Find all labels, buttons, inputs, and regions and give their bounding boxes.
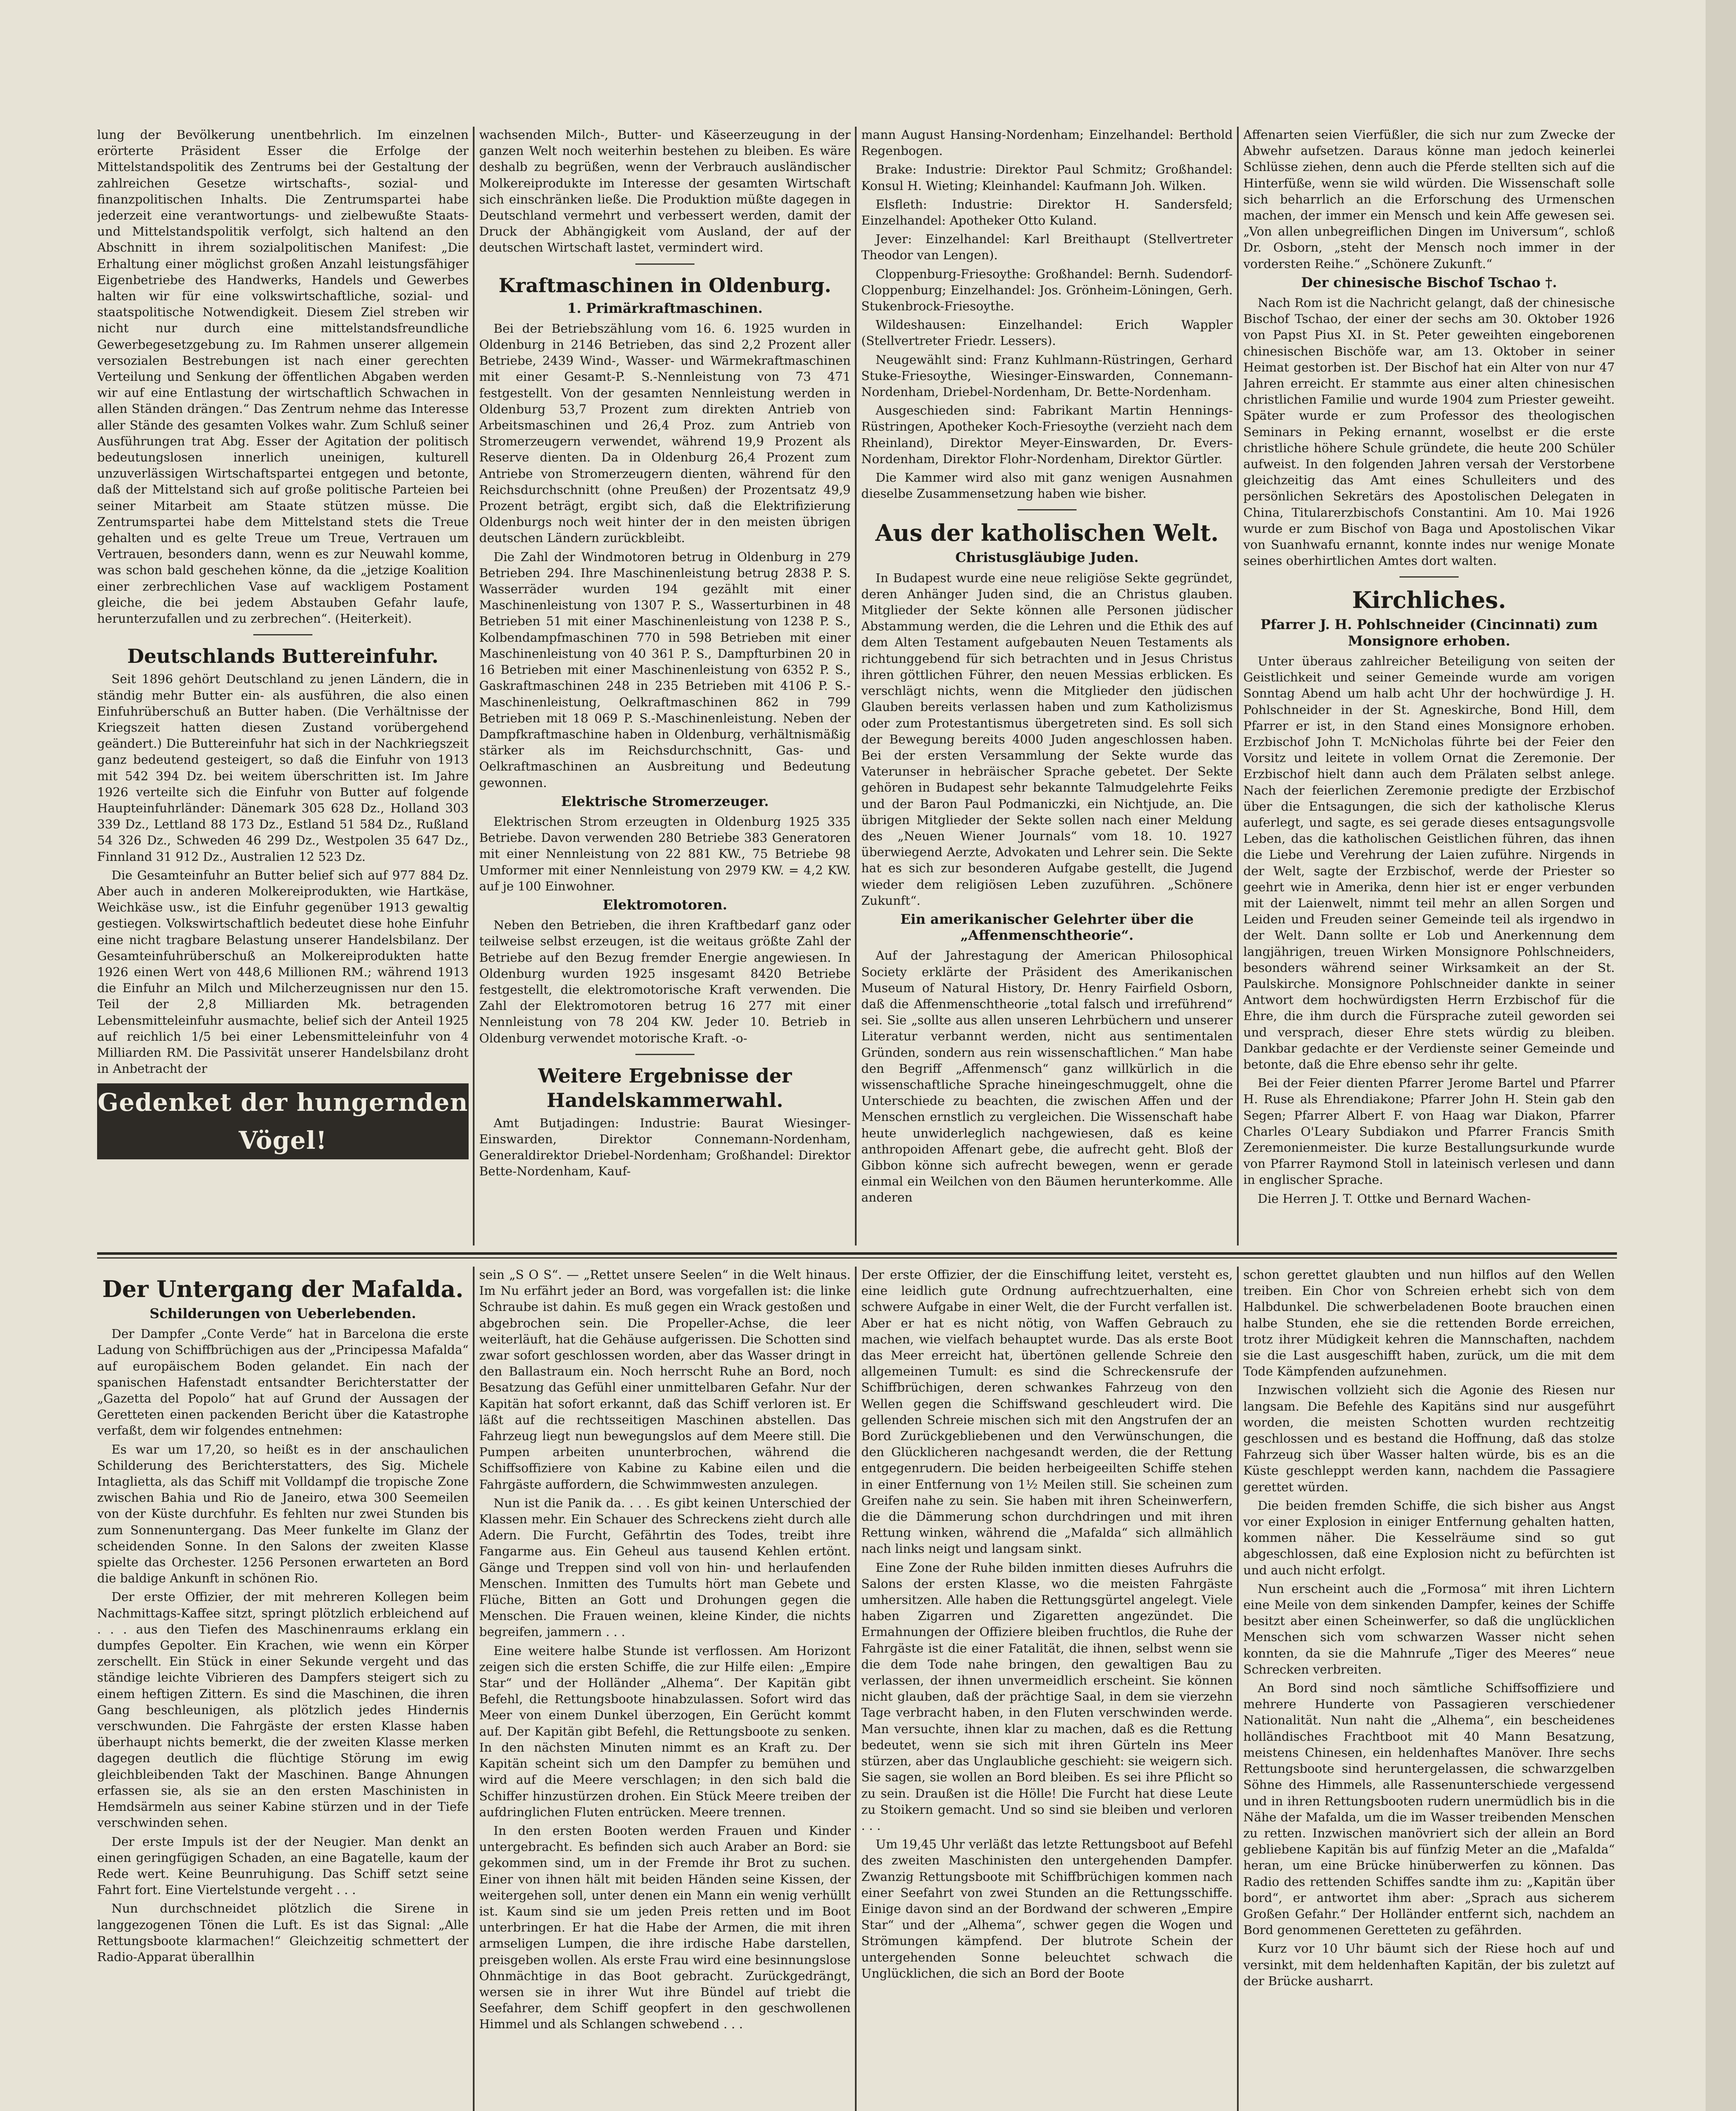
article-text: In Budapest wurde eine neue religiöse Sekte gegründet, deren Anhänger Juden sind, die an Christus glauben. Mitglieder der Sekte können alle Personen jüdischer Abstammung werden, die die Lehren und die Ethik des auf dem Alten Testament aufgebauten Neuen Testaments als richtunggebend für sich betrachten und in Jesus Christus ihren göttlichen Führer, den neuen Messias erblicken. Es verschlägt nichts, wenn die Mitglieder den jüdischen Glauben bereits verlassen haben und zum Katholizismus oder zum Protestantismus übergetreten sind. Es soll sich der Bewegung bereits 4000 Juden angeschlossen haben. Bei der ersten Versammlung der Sekte wurde das Vaterunser in hebräischer Sprache gebetet. Der Sekte gehören in Budapest sehr bekannte Talmudgelehrte Feiks und der Baron Paul Podmaniczki, ein Nichtjude, an. Die übrigen Mitglieder der Sekte sollen nach einer Meldung des „Neuen Wiener Journals“ vom 18. 10. 1927 überwiegend Aerzte, Advokaten und Lehrer sein. Die Sekte hat es sich zur besonderen Aufgabe gestellt, die Jugend wieder dem religiösen Leben zuzuführen. „Schönere Zukunft“. <box>861 570 1233 908</box>
bottom-column-4 <box>1243 1267 1615 2111</box>
section-rule <box>97 1252 1617 1255</box>
headline-katholische-welt: Aus der katholischen Welt. <box>875 519 1219 547</box>
subheadline: 1. Primärkraftmaschinen. <box>567 300 763 316</box>
article-text: schon gerettet glaubten und nun hilflos auf den Wellen treiben. Ein Chor von Schreien erhebt sich von dem Halbdunkel. Die schwerbeladenen Boote brauchen einen halbe Stunden, ehe sie die rettenden Borde erreichen, trotz ihrer Müdigkeit kehren die Mannschaften, nachdem sie die Last ausgeschifft haben, zurück, um die mit dem Tode Kämpfenden aufzunehmen. <box>1243 1267 1615 1379</box>
article-text: Wildeshausen: Einzelhandel: Erich Wappler (Stellvertreter Friedr. Lessers). <box>861 317 1233 348</box>
column-rule <box>855 1267 857 2111</box>
top-column-2 <box>479 127 851 1245</box>
top-column-3 <box>861 127 1233 1245</box>
article-text: Neben den Betrieben, die ihren Kraftbedarf ganz oder teilweise selbst erzeugen, ist die weitaus größte Zahl der Betriebe auf den Bezug fremder Energie angewiesen. In Oldenburg wurden 1925 insgesamt 8420 Betriebe festgestellt, die elektromotorische Kraft verwenden. Die Zahl der Elektromotoren betrug 16 277 mit einer Nennleistung von 78 204 KW. Jeder 10. Betrieb in Oldenburg verwendet motorische Kraft. -o- <box>479 918 851 1045</box>
article-text: Es war um 17,20, so heißt es in der anschaulichen Schilderung des Berichterstatters, des Sig. Michele Intaglietta, als das Schiff mit Volldampf die tropische Zone zwischen Bahia und Rio de Janeiro, etwa 300 Seemeilen von der Küste durchfuhr. Es fehlten nur zwei Stunden bis zum Sonnenuntergang. Das Meer funkelte im Glanz der scheidenden Sonne. In den Salons der zweiten Klasse spielte das Orchester. 1256 Personen erwarteten an Bord die baldige Ankunft in schönen Rio. <box>97 1442 469 1586</box>
article-text: Die Gesamteinfuhr an Butter belief sich auf 977 884 Dz. Aber auch in anderen Molkereiprodukten, wie Hartkäse, Weichkäse usw., ist die Einfuhr gegenüber 1913 gewaltig gestiegen. Volkswirtschaftlich bedeutet diese hohe Einfuhr eine nicht tragbare Belastung unserer Handelsbilanz. Der Gesamteinfuhrüberschuß an Molkereiprodukten hatte 1926 einen Wert von 448,6 Millionen RM.; während 1913 die Einfuhr an Milch und Milcherzeugnissen nur den 15. Teil der 2,8 Milliarden Mk. betragenden Lebensmitteleinfuhr ausmachte, belief sich der Anteil 1925 auf reichlich 1/5 bei einer Lebensmitteleinfuhr von 4 Milliarden RM. Die Passivität unserer Handelsbilanz droht in Anbetracht der <box>97 868 469 1076</box>
divider <box>253 634 312 635</box>
article-text: Jever: Einzelhandel: Karl Breithaupt (Stellvertreter Theodor van Lengen). <box>861 232 1233 263</box>
article-text: Inzwischen vollzieht sich die Agonie des Riesen nur langsam. Die Befehle des Kapitäns sind nur ausgeführt worden, die meisten Schotten wurden rechtzeitig geschlossen und es bestand die Hoffnung, daß das stolze Fahrzeug sich über Wasser halten würde, bis es an die Küste geschleppt werden kann, nachdem die Passagiere gerettet würden. <box>1243 1383 1615 1494</box>
headline-buttereinfuhr: Deutschlands Buttereinfuhr. <box>127 645 439 668</box>
article-text: Der Dampfer „Conte Verde“ hat in Barcelona die erste Ladung von Schiffbrüchigen aus der „Principessa Mafalda“ auf europäischem Boden gelandet. Ein nach der spanischen Hafenstadt entsandter Berichterstatter der „Gazetta del Popolo“ hat auf Grund der Aussagen der Geretteten einen packenden Bericht über die Katastrophe verfaßt, dem wir folgendes entnehmen: <box>97 1327 469 1438</box>
article-text: Elsfleth: Industrie: Direktor H. Sandersfeld; Einzelhandel: Apotheker Otto Kuland. <box>861 197 1233 228</box>
article-text: Bei der Feier dienten Pfarrer Jerome Bartel und Pfarrer H. Ruse als Ehrendiakone; Pfarrer John H. Stein gab den Segen; Pfarrer Albert F. von Haag war Diakon, Pfarrer Charles O'Leary Subdiakon und Pfarrer Francis Smith Zeremonienmeister. Die kurze Bestallungsurkunde wurde von Pfarrer Raymond Stoll in lateinisch verlesen und dann in englischer Sprache. <box>1243 1076 1615 1187</box>
headline-kirchliches: Kirchliches. <box>1352 586 1506 614</box>
article-text: Affenarten seien Vierfüßler, die sich nur zum Zwecke der Abwehr aufsetzen. Daraus könne man jedoch keinerlei Schlüsse ziehen, denn auch die Pferde stellten sich auf die Hinterfüße, wenn sie wild würden. Die Wissenschaft solle sich beharrlich an die Erforschung des Urmenschen machen, der immer ein Mensch und kein Affe gewesen sei. „Von allen unbegreiflichen Dingen im Universum“, schloß Dr. Osborn, „steht der Mensch noch immer in der vordersten Reihe.“ „Schönere Zukunft.“ <box>1243 128 1615 271</box>
article-text: Ausgeschieden sind: Fabrikant Martin Hennings-Rüstringen, Apotheker Koch-Friesoythe (verzieht nach dem Rheinland), Direktor Meyer-Einswarden, Dr. Evers-Nordenham, Direktor Flohr-Nordenham, Direktor Gürtler. <box>861 403 1233 466</box>
article-text: Eine Zone der Ruhe bilden inmitten dieses Aufruhrs die Salons der ersten Klasse, wo die meisten Fahrgäste umhersitzen. Alle haben die Rettungsgürtel angelegt. Viele haben Zigarren und Zigaretten angezündet. Die Ermahnungen der Offiziere bleiben fruchtlos, die Ruhe der Fahrgäste ist die einer Fatalität, die ihnen, selbst wenn sie die dem Tode nahe bringen, den gewaltigen Bau zu verlassen, der ihnen unvermeidlich erscheint. Sie können nicht glauben, daß der prächtige Saal, in dem sie vierzehn Tage verbracht haben, in den Fluten verschwinden werde. Man versuchte, ihnen klar zu machen, daß es die Rettung bedeutet, wenn sie sich mit ihren Gürteln ins Meer stürzen, aber das Unglaubliche geschieht: sie weigern sich. Sie sagen, sie wollen an Bord bleiben. Es sei ihre Pflicht so zu sein. Draußen ist die Hölle! Die Furcht hat diese Leute zu Stoikern gemacht. Und so sind sie bleiben und verloren . . . <box>861 1560 1233 1833</box>
article-text: An Bord sind noch sämtliche Schiffsoffiziere und mehrere Hunderte von Passagieren verschiedener Nationalität. Nun naht die „Alhema“, ein bescheidenes holländisches Frachtboot mit 40 Mann Besatzung, meistens Chinesen, ein heldenhaftes Manöver. Ihre sechs Rettungsboote sind heruntergelassen, die schwarzgelben Söhne des Himmels, alle Rassenunterschiede vergessend und in ihren Rettungsbooten rudern unermüdlich bis in die Nähe der Mafalda, um die im Wasser treibenden Menschen zu retten. Inzwischen manövriert sich der allein an Bord gebliebene Kapitän bis auf fünfzig Meter an die „Mafalda“ heran, um eine Brücke hinüberwerfen zu können. Das Radio des rettenden Schiffes sandte ihm zu: „Kapitän über bord“, er antwortet ihm aber: „Sprach aus sicherem Großen Gefahr.“ Der Holländer entfernt sich, nachdem an Bord genommenen Geretteten zu gefährden. <box>1243 1681 1615 1937</box>
subheadline: Elektromotoren. <box>602 896 727 913</box>
bottom-column-1 <box>97 1267 469 2111</box>
article-text: Nun erscheint auch die „Formosa“ mit ihren Lichtern eine Meile von dem sinkenden Dampfer, keines der Schiffe besitzt aber einen Scheinwerfer, so daß die unglücklichen Menschen sich vom schwarzen Wasser nicht sehen konnten, da sie die Mahnrufe „Tiger des Meeres“ neue Schrecken verbreiten. <box>1243 1581 1615 1677</box>
article-text: Nun ist die Panik da. . . . Es gibt keinen Unterschied der Klassen mehr. Ein Schauer des Schreckens zieht durch alle Adern. Die Furcht, Gefährtin des Todes, treibt ihre Fangarme aus. Ein Geheul aus tausend Kehlen ertönt. Gänge und Treppen sind voll von hin- und herlaufenden Menschen. Inmitten des Tumults hört man Gebete und Flüche, Bitten an Gott und Drohungen gegen die Menschen. Die Frauen weinen, kleine Kinder, die nichts begreifen, jammern . . . <box>479 1495 851 1639</box>
article-text: In den ersten Booten werden Frauen und Kinder untergebracht. Es befinden sich auch Araber an Bord: sie gekommen sind, um in der Fremde ihr Brot zu suchen. Einer von ihnen hält mit beiden Händen seine Kissen, der weitergehen soll, unter denen ein Mann ein wenig verhüllt ist. Kaum sind sie um jeden Preis retten und im Boot unterbringen. Er hat die Habe der Armen, die mit ihren armseligen Lumpen, die ihre irdische Habe darstellen, preisgeben wollen. Als erste Frau wird eine besinnungslose Ohnmächtige in das Boot gebracht. Zurückgedrängt, wersen sie in ihrer Wut ihre Bündel auf triebt die Seefahrer, dem Schiff geopfert in den geschwollenen Himmel und als Schlangen schwebend . . . <box>479 1823 851 2032</box>
divider <box>635 1054 694 1055</box>
divider <box>1017 509 1077 510</box>
article-text: Auf der Jahrestagung der American Philosophical Society erklärte der Präsident des Amerikanischen Museum of Natural History, Dr. Henry Fairfield Osborn, daß die Affenmenschtheorie „total falsch und irreführend“ sei. Sie „sollte aus allen unseren Lehrbüchern und unserer Literatur verbannt werden, nicht aus sentimentalen Gründen, sondern aus rein wissenschaftlichen.“ Man habe den Begriff „Affenmensch“ ganz willkürlich in die wissenschaftliche Sprache hineingeschmuggelt, ohne die Unterschiede zu beachten, die zwischen Affen und der Menschen ernstlich zu vergleichen. Die Wissenschaft habe heute unwiderleglich nachgewiesen, daß es keine anthropoiden Affenart gebe, die aufrecht geht. Bloß der Gibbon könne sich aufrecht bewegen, wenn er gerade einmal ein Weilchen von den Bäumen herunterkomme. Alle anderen <box>861 948 1233 1205</box>
column-rule <box>1237 127 1239 1245</box>
article-text: Nun durchschneidet plötzlich die Sirene in langgezogenen Tönen die Luft. Es ist das Signal: „Alle Rettungsboote klarmachen!“ Gleichzeitig schmettert der Radio-Apparat überallhin <box>97 1901 469 1964</box>
divider <box>1400 576 1459 578</box>
article-text: Eine weitere halbe Stunde ist verflossen. Am Horizont zeigen sich die ersten Schiffe, die zur Hilfe eilen: „Empire Star“ und der Holländer „Alhema“. Der Kapitän gibt Befehl, die Rettungsboote hinabzulassen. Sofort wird das Meer von einem Dunkel überzogen, Ein Gerücht kommt auf. Der Kapitän gibt Befehl, die Rettungsboote zu senken. In den nächsten Minuten nimmt es an Kraft zu. Der Kapitän scheint sich um den Dampfer zu bemühen und wird auf die Meere verschlagen; in den sich bald die Schiffer hinzustürzen drohen. Ein Stück Meere treiben der aufdringlichen Fluten entrücken. Meere trennen. <box>479 1643 851 1819</box>
article-text: Bei der Betriebszählung vom 16. 6. 1925 wurden in Oldenburg in 2146 Betrieben, das sind 2,2 Prozent aller Betriebe, 2439 Wind-, Wasser- und Wärmekraftmaschinen mit einer Gesamt-P. S.-Nennleistung von 73 471 festgestellt. Von der gesamten Nennleistung werden in Oldenburg 53,7 Prozent zum direkten Antrieb von Arbeitsmaschinen und 26,4 Proz. zum Antrieb von Stromerzeugern verwendet, während 19,9 Prozent als Reserve dienten. Da in Oldenburg 26,4 Prozent zum Antriebe von Stromerzeugern dienten, während für den Reichsdurchschnitt (ohne Preußen) der Prozentsatz 49,9 Prozent beträgt, ergibt sich, daß die Elektrifizierung Oldenburgs noch weit hinter der in den meisten übrigen deutschen Ländern zurückbleibt. <box>479 321 851 545</box>
article-text: Die Herren J. T. Ottke und Bernard Wachen- <box>1258 1191 1531 1206</box>
column-rule <box>473 1267 475 2111</box>
subheadline: Schilderungen von Ueberlebenden. <box>149 1305 416 1321</box>
article-text: Elektrischen Strom erzeugten in Oldenburg 1925 335 Betriebe. Davon verwenden 280 Betriebe 383 Generatoren mit einer Nennleistung von 22 881 KW., 75 Betriebe 98 Umformer mit einer Nennleistung von 2979 KW. = 4,2 KW. auf je 100 Einwohner. <box>479 814 851 893</box>
article-text: Amt Butjadingen: Industrie: Baurat Wiesinger-Einswarden, Direktor Connemann-Nordenham, Generaldirektor Driebel-Nordenham; Großhandel: Direktor Bette-Nordenham, Kauf- <box>479 1115 851 1179</box>
article-text: Unter überaus zahlreicher Beteiligung von seiten der Geistlichkeit und seiner Gemeinde wurde am vorigen Sonntag Abend um halb acht Uhr der hochwürdige J. H. Pohlschneider in der St. Agneskirche, Bond Hill, dem Pfarrer er ist, in den Stand eines Monsignore erhoben. Erzbischof John T. McNicholas führte bei der Feier den Vorsitz und leitete in vollem Ornat die Zeremonie. Der Erzbischof hielt dann auch dem Prälaten selbst anlege. Nach der feierlichen Zeremonie predigte der Erzbischof über die Entsagungen, die sich der katholische Klerus auferlegt, und sagte, es sei gerade dieses entsagungsvolle Leben, das die katholischen Geistlichen führen, das ihnen die Liebe und Verehrung der Laien zuführe. Nirgends in der Welt, sagte der Erzbischof, werde der Priester so geehrt wie in Amerika, denn hier ist er enger verbunden mit der Laienwelt, nimmt teil mehr an allen Sorgen und Leiden und Freuden seiner Gemeinde teil als irgendwo in der Welt. Dann sollte er Lob und Anerkennung dem langjährigen, treuen Wirken Monsignore Pohlschneiders, besonders während seiner Wirksamkeit an der St. Paulskirche. Monsignore Pohlschneider dankte in seiner Antwort dem hochwürdigsten Herrn Erzbischof für die Ehre, die ihm durch die Fürsprache zuteil geworden sei und versprach, dieser Ehre stets würdig zu bleiben. Dankbar gedachte er der Verdienste seiner Gemeinde und betonte, daß die Ehre ebenso sehr ihr gelte. <box>1243 654 1615 1072</box>
column-rule <box>473 127 475 1245</box>
divider <box>635 263 694 265</box>
page-edge <box>1706 0 1736 2111</box>
article-text: sein „S O S“. — „Rettet unsere Seelen“ in die Welt hinaus. Im Nu erfährt jeder an Bord, was vorgefallen ist: die linke Schraube ist dahin. Es muß gegen ein Wrack gestoßen und abgebrochen sein. Die Propeller-Achse, die leer weiterläuft, hat die Gehäuse aufgerissen. Die Schotten sind zwar sofort geschlossen worden, aber das Wasser dringt in den Ballastraum ein. Noch herrscht Ruhe an Bord, noch Besatzung das Gefühl einer unmittelbaren Gefahr. Nur der Kapitän hat sofort erkannt, daß das Schiff verloren ist. Er läßt auf die rechtsseitigen Maschinen abstellen. Das Fahrzeug liegt nun bewegungslos auf dem Meere still. Die Pumpen arbeiten ununterbrochen, während die Schiffsoffiziere von Kabine zu Kabine eilen und die Fahrgäste auffordern, die Schwimmwesten anzulegen. <box>479 1267 851 1492</box>
article-text: Cloppenburg-Friesoythe: Großhandel: Bernh. Sudendorf-Cloppenburg; Einzelhandel: Jos. Grönheim-Löningen, Gerh. Stukenbrock-Friesoythe. <box>861 266 1233 314</box>
column-rule <box>855 127 857 1245</box>
article-text: Der erste Offizier, der die Einschiffung leitet, versteht es, eine leidlich gute Ordnung aufrechtzuerhalten, eine schwere Aufgabe in einer Welt, die der Furcht verfallen ist. Aber er hat es nicht nötig, von Waffen Gebrauch zu machen, wie vielfach behauptet wurde. Das als erste Boot das Meer erreicht hat, übertönen gellende Schreie den allgemeinen Tumult: es sind die Schreckensrufe der Schiffbrüchigen, deren schwankes Fahrzeug von den Wellen gegen die Schiffswand geschleudert wird. Die gellenden Schreie mischen sich mit den Angstrufen der an Bord Zurückgebliebenen und den Verwünschungen, die den Glücklicheren nachgesandt werden, die der Rettung entgegenrudern. Die beiden herbeigeeilten Schiffe stehen in einer Entfernung von 1½ Meilen still. Sie scheinen zum Greifen nahe zu sein. Sie haben mit ihren Scheinwerfern, die die Dämmerung schon durchdringen und mit ihren Rettung winken, während die „Mafalda“ sich allmählich nach links neigt und langsam sinkt. <box>861 1267 1233 1556</box>
headline-handelskammerwahl: Weitere Ergebnisse der Handelskammerwahl. <box>538 1064 792 1112</box>
article-text: Der erste Impuls ist der der Neugier. Man denkt an einen geringfügigen Schaden, an eine Bagatelle, kaum der Rede wert. Keine Beunruhigung. Das Schiff setzt seine Fahrt fort. Eine Viertelstunde vergeht . . . <box>97 1834 469 1897</box>
article-text: Brake: Industrie: Direktor Paul Schmitz; Großhandel: Konsul H. Wieting; Kleinhandel: Kaufmann Joh. Wilken. <box>861 162 1233 193</box>
article-text: Die Zahl der Windmotoren betrug in Oldenburg in 279 Betrieben 294. Ihre Maschinenleistung betrug 2838 P. S. Wasserräder wurden 194 gezählt mit einer Maschinenleistung von 1307 P. S., Wasserturbinen in 48 Betrieben 51 mit einer Maschinenleistung von 1238 P. S., Kolbendampfmaschinen 770 in 598 Betrieben mit einer Maschinenleistung von 40 361 P. S., Dampfturbinen 20 in 16 Betrieben mit einer Maschinenleistung von 6352 P. S., Gaskraftmaschinen 248 in 235 Betrieben mit 4106 P. S.-Maschinenleistung, Oelkraftmaschinen 862 in 799 Betrieben mit 18 069 P. S.-Maschinenleistung. Neben der Dampfkraftmaschine haben in Oldenburg, verhältnismäßig stärker als im Reichsdurchschnitt, Gas- und Oelkraftmaschinen an Ausbreitung und Bedeutung gewonnen. <box>479 549 851 790</box>
article-text: Seit 1896 gehört Deutschland zu jenen Ländern, die in ständig mehr Butter ein- als ausführen, die also einen Einfuhrüberschuß an Butter haben. (Die Verhältnisse der Kriegszeit hatten diesen Zustand vorübergehend geändert.) Die Buttereinfuhr hat sich in der Nachkriegszeit ganz bedeutend gesteigert, so daß die Einfuhr von 1913 mit 542 394 Dz. bei weitem überschritten ist. Im Jahre 1926 verteilte sich die Einfuhr von Butter auf folgende Haupteinfuhrländer: Dänemark 305 628 Dz., Holland 303 339 Dz., Lettland 88 173 Dz., Estland 51 584 Dz., Rußland 54 326 Dz., Schweden 46 299 Dz., Westpolen 35 647 Dz., Finnland 31 912 Dz., Australien 12 523 Dz. <box>97 672 469 864</box>
subheadline: Christusgläubige Juden. <box>955 549 1139 566</box>
bottom-column-2 <box>479 1267 851 2111</box>
top-column-4 <box>1243 127 1615 1245</box>
subheadline: Der chinesische Bischof Tschao †. <box>1301 274 1557 290</box>
article-text: Neugewählt sind: Franz Kuhlmann-Rüstringen, Gerhard Stuke-Friesoythe, Wiesinger-Einswarden, Connemann-Nordenham, Driebel-Nordenham, Dr. Bette-Nordenham. <box>861 352 1233 399</box>
article-text: Kurz vor 10 Uhr bäumt sich der Riese hoch auf und versinkt, mit dem heldenhaften Kapitän, der bis zuletzt auf der Brücke ausharrt. <box>1243 1941 1615 1988</box>
article-text: Die beiden fremden Schiffe, die sich bisher aus Angst vor einer Explosion in einiger Entfernung gehalten hatten, kommen näher. Die Kesselräume sind so gut abgeschlossen, daß eine Explosion nicht zu befürchten ist und auch nicht erfolgt. <box>1243 1498 1615 1577</box>
top-column-1 <box>97 127 469 1245</box>
article-text: Nach Rom ist die Nachricht gelangt, daß der chinesische Bischof Tschao, der einer der sechs am 30. Oktober 1926 von Papst Pius XI. in St. Peter geweihten eingeborenen chinesischen Bischöfe war, am 13. Oktober in seiner Heimat gestorben ist. Der Bischof hat ein Alter von nur 47 Jahren erreicht. Er stammte aus einer alten chinesischen christlichen Familie und wurde 1904 zum Priester geweiht. Später wurde er zum Professor des theologischen Seminars in Peking ernannt, woselbst er die erste christliche höhere Schule gründete, die heute 200 Schüler aufweist. In den folgenden Jahren versah der Verstorbene gleichzeitig das Amt eines Schulleiters und des persönlichen Sekretärs des Apostolischen Delegaten in China, Titularerzbischofs Constantini. Am 10. Mai 1926 wurde er zum Bischof von Baga und Apostolischen Vikar von Suanhwafu ernannt, konnte indes nur wenige Monate seines oberhirtlichen Amtes dort walten. <box>1243 296 1615 568</box>
article-text: Um 19,45 Uhr verläßt das letzte Rettungsboot auf Befehl des zweiten Maschinisten den untergehenden Dampfer. Zwanzig Rettungsboote mit Schiffbrüchigen kommen nach einer Seefahrt von zwei Stunden an die Rettungsschiffe. Einige davon sind an der Bordwand der schweren „Empire Star“ und der „Alhema“, schwer gegen die Wogen und Strömungen kämpfend. Der blutrote Schein der untergehenden Sonne beleuchtet schwach die Unglücklichen, die sich an Bord der Boote <box>861 1837 1233 1981</box>
article-text: Die Kammer wird also mit ganz wenigen Ausnahmen dieselbe Zusammensetzung haben wie bisher. <box>861 470 1233 501</box>
banner-hungry-birds: Gedenket der hungernden Vögel! <box>97 1083 469 1159</box>
article-text: Der erste Offizier, der mit mehreren Kollegen beim Nachmittags-Kaffee sitzt, springt plötzlich erbleichend auf . . . aus den Tiefen des Maschinenraums erklang ein dumpfes Gepolter. Ein Krachen, wie wenn ein Körper zerschellt. Ein Stück in einer Sekunde vergeht und das ständige leichte Vibrieren des Dampfers steigert sich zu einem heftigen Zittern. Es sind die Maschinen, die ihren Gang beschleunigen, als plötzlich jedes Hindernis verschwunden. Die Fahrgäste der ersten Klasse haben überhaupt nichts bemerkt, die der zweiten Klasse merken dagegen deutlich die flüchtige Störung im ewig gleichbleibenden Takt der Maschinen. Bange Ahnungen erfassen sie, als sie an den ersten Maschinisten in Hemdsärmeln aus seiner Kabine stürzen und in der Tiefe verschwinden sehen. <box>97 1590 469 1830</box>
bottom-column-3 <box>861 1267 1233 2111</box>
subheadline: Pfarrer J. H. Pohlschneider (Cincinnati) zum Monsignore erhoben. <box>1260 616 1598 649</box>
subheadline: Ein amerikanischer Gelehrter über die „Affenmenschtheorie“. <box>900 911 1194 944</box>
subheadline: Elektrische Stromerzeuger. <box>561 793 769 809</box>
article-text: mann August Hansing-Nordenham; Einzelhandel: Berthold Regenbogen. <box>861 128 1233 158</box>
headline-mafalda: Der Untergang der Mafalda. <box>102 1275 464 1302</box>
headline-kraftmaschinen: Kraftmaschinen in Oldenburg. <box>499 274 831 297</box>
section-rule <box>97 1257 1617 1259</box>
article-text: lung der Bevölkerung unentbehrlich. Im einzelnen erörterte Präsident Esser die Erfolge der Mittelstandspolitik des Zentrums bei der Gestaltung der zahlreichen Gesetze wirtschafts-, sozial- und finanzpolitischen Inhalts. Die Zentrumspartei habe jederzeit eine verantwortungs- und zielbewußte Staats- und Mittelstandspolitik verfolgt, sich haltend an den Abschnitt in ihrem sozialpolitischen Manifest: „Die Erhaltung einer möglichst großen Anzahl leistungsfähiger Eigenbetriebe des Handwerks, Handels und Gewerbes halten wir für eine volkswirtschaftliche, sozial- und staatspolitische Notwendigkeit. Diesem Ziel streben wir nicht nur durch eine mittelstandsfreundliche Gewerbegesetzgebung zu. Im Rahmen unserer allgemein versozialen Bestrebungen ist nach einer gerechten Verteilung und Senkung der öffentlichen Abgaben werden wir auf eine Entlastung der wirtschaftlich Schwachen in allen Ständen drängen.“ Das Zentrum nehme das Interesse aller Stände des gesamten Volkes wahr. Zum Schluß seiner Ausführungen trat Abg. Esser der Agitation der politisch bedeutungslosen innerlich uneinigen, kulturell unzuverlässigen Wirtschaftspartei entgegen und betonte, daß der Mittelstand sich auf große politische Parteien bei seiner Mitarbeit am Staate stützen müsse. Die Zentrumspartei habe dem Mittelstand stets die Treue gehalten und es gelte Treue um Treue, Vertrauen um Vertrauen, besonders dann, wenn es zur Neuwahl komme, was schon bald geschehen könne, da die „jetzige Koalition einer zerbrechlichen Vase auf wackligem Postament gleiche, die bei jedem Abstauben Gefahr laufe, herunterzufallen und zu zerbrechen“. (Heiterkeit). <box>97 128 469 626</box>
column-rule <box>1237 1267 1239 2111</box>
article-text: wachsenden Milch-, Butter- und Käseerzeugung in der ganzen Welt noch weiterhin bestehen zu bleiben. Es wäre deshalb zu begrüßen, wenn der Verbrauch ausländischer Molkereiprodukte im Interesse der gesamten Wirtschaft sich einschränken ließe. Die Produktion müßte dagegen in Deutschland vermehrt und verbessert werden, damit der Druck der Abhängigkeit vom Ausland, der auf der deutschen Wirtschaft lastet, vermindert wird. <box>479 128 851 255</box>
